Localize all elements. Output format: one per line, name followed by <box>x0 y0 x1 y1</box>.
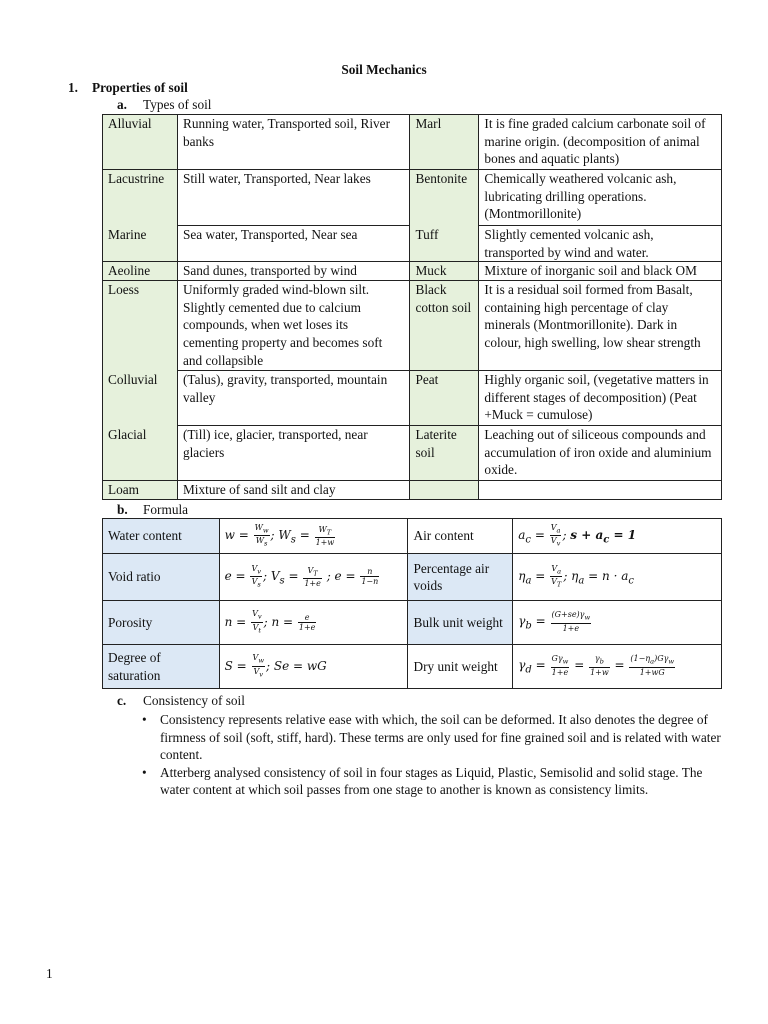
section-title: Properties of soil <box>92 80 188 95</box>
soil-types-table <box>102 114 722 500</box>
soil-description: It is a residual soil formed from Basalt, containing high percentage of clay minerals (Montmorillonite). Dark in colour, high swelling, low shear strength <box>479 281 722 371</box>
soil-description: Leaching out of siliceous compounds and accumulation of iron oxide and aluminium oxide. <box>479 426 722 481</box>
table-row <box>103 426 722 481</box>
subsection-title: Consistency of soil <box>143 693 245 708</box>
soil-name: Marine <box>103 226 178 262</box>
subsection-heading-c <box>117 693 245 709</box>
formula-table <box>102 518 722 689</box>
air-content-formula: $a_c$ = $\frac{V_a}{V_v}$ ; $s + a_c = 1$ <box>513 519 722 554</box>
formula-label: Bulk unit weight <box>408 601 513 645</box>
subsection-label: a. <box>117 97 127 112</box>
soil-name: Marl <box>410 115 479 170</box>
formula-label: Air content <box>408 519 513 554</box>
table-row <box>103 601 722 645</box>
table-row <box>103 554 722 601</box>
water-content-formula: w = $\frac{W_w}{W_s}$ ; $W_s$ = $\frac{W_T}{1+w}$ <box>219 519 408 554</box>
soil-name: Loess <box>103 281 178 371</box>
soil-name: Black cotton soil <box>410 281 479 371</box>
soil-name: Muck <box>410 262 479 281</box>
table-row <box>103 371 722 426</box>
soil-description: Running water, Transported soil, River banks <box>177 115 409 170</box>
soil-description: Chemically weathered volcanic ash, lubricating drilling operations. (Montmorillonite) <box>479 170 722 226</box>
soil-description: Sea water, Transported, Near sea <box>177 226 409 262</box>
soil-description: (Talus), gravity, transported, mountain valley <box>177 371 409 426</box>
table-row <box>103 170 722 226</box>
soil-description: Mixture of sand silt and clay <box>177 481 409 500</box>
page-number: 1 <box>46 966 53 981</box>
table-row <box>103 115 722 170</box>
void-ratio-formula: e = $\frac{V_v}{V_s}$ ; $V_s$ = $\frac{V_T}{1+e}$ ; e = $\frac{n}{1-n}$ <box>219 554 408 601</box>
bulk-unit-weight-formula: $\gamma_b$ = $\frac{(G+se)\gamma_w}{1+e}$ <box>513 601 722 645</box>
soil-description: Uniformly graded wind-blown silt. Slightly cemented due to calcium compounds, when wet loses its cementing property and becomes soft and collapsible <box>177 281 409 371</box>
percentage-air-voids-formula: $\eta_a$ = $\frac{V_a}{V_T}$ ; $\eta_a = n \cdot a_c$ <box>513 554 722 601</box>
soil-name <box>410 481 479 500</box>
formula-label: Percentage air voids <box>408 554 513 601</box>
bullet-text: Consistency represents relative ease with which, the soil can be deformed. It also denotes the degree of firmness of soil (soft, stiff, hard). These terms are only used for fine grained soil and is related with water content. <box>160 712 721 763</box>
degree-of-saturation-formula: S = $\frac{V_w}{V_v}$ ; Se = wG <box>219 645 408 689</box>
subsection-label: b. <box>117 502 128 517</box>
document-title: Soil Mechanics <box>341 62 427 77</box>
list-item <box>140 711 730 764</box>
bullet-text: Atterberg analysed consistency of soil in four stages as Liquid, Plastic, Semisolid and solid stage. The water content at which soil passes from one stage to another is known as consistency limits. <box>160 764 703 798</box>
soil-description: Highly organic soil, (vegetative matters in different stages of decomposition) (Peat +Muck = cumulose) <box>479 371 722 426</box>
soil-name: Laterite soil <box>410 426 479 481</box>
subsection-title: Types of soil <box>143 97 212 112</box>
soil-description: Sand dunes, transported by wind <box>177 262 409 281</box>
subsection-title: Formula <box>143 502 189 517</box>
formula-label: Void ratio <box>103 554 220 601</box>
soil-description: Slightly cemented volcanic ash, transported by wind and water. <box>479 226 722 262</box>
soil-name: Alluvial <box>103 115 178 170</box>
soil-name: Tuff <box>410 226 479 262</box>
formula-label: Water content <box>103 519 220 554</box>
subsection-heading-b <box>117 502 188 518</box>
porosity-formula: n = $\frac{V_v}{V_t}$ ; n = $\frac{e}{1+e}$ <box>219 601 408 645</box>
table-row <box>103 481 722 500</box>
soil-description: It is fine graded calcium carbonate soil of marine origin. (decomposition of animal bones and aquatic plants) <box>479 115 722 170</box>
table-row <box>103 645 722 689</box>
soil-name: Loam <box>103 481 178 500</box>
soil-name: Aeoline <box>103 262 178 281</box>
formula-label: Degree of saturation <box>103 645 220 689</box>
table-row <box>103 281 722 371</box>
table-row <box>103 226 722 262</box>
soil-description: Mixture of inorganic soil and black OM <box>479 262 722 281</box>
dry-unit-weight-formula: $\gamma_d$ = $\frac{G\gamma_w}{1+e}$ = $\frac{\gamma_b}{1+w}$ = $\frac{(1-\eta_a)G\gamma_w}{1+wG}$ <box>513 645 722 689</box>
soil-description: (Till) ice, glacier, transported, near glaciers <box>177 426 409 481</box>
soil-name: Colluvial <box>103 371 178 426</box>
subsection-heading-a <box>117 97 212 113</box>
soil-name: Lacustrine <box>103 170 178 226</box>
subsection-label: c. <box>117 693 127 708</box>
table-row <box>103 262 722 281</box>
formula-label: Dry unit weight <box>408 645 513 689</box>
soil-description <box>479 481 722 500</box>
soil-name: Peat <box>410 371 479 426</box>
bullet-icon: • <box>142 712 147 727</box>
list-item <box>140 764 730 799</box>
soil-description: Still water, Transported, Near lakes <box>177 170 409 226</box>
section-heading <box>68 80 188 96</box>
table-row <box>103 519 722 554</box>
section-number: 1. <box>68 80 78 95</box>
soil-name: Glacial <box>103 426 178 481</box>
bullet-icon: • <box>142 764 147 780</box>
consistency-bullet-list <box>140 711 730 799</box>
soil-name: Bentonite <box>410 170 479 226</box>
formula-label: Porosity <box>103 601 220 645</box>
